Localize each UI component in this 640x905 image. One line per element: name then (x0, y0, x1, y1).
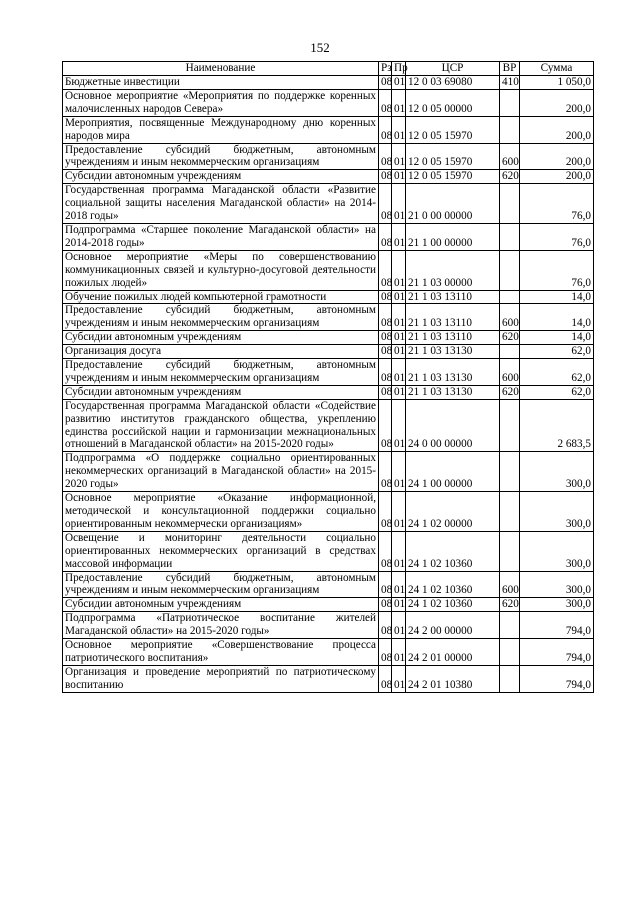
row-vr (500, 531, 520, 571)
row-vr: 600 (500, 571, 520, 598)
table-row (63, 385, 594, 399)
row-vr (500, 492, 520, 532)
row-pr: 01 (392, 452, 406, 492)
table-body (63, 76, 594, 693)
budget-table (62, 61, 594, 693)
header-row (63, 62, 594, 76)
table-row (63, 223, 594, 250)
row-pr: 01 (392, 223, 406, 250)
row-name: Освещение и мониторинг деятельности социально ориентированных некоммерческих организаций в средствах массовой информации (63, 531, 379, 571)
row-rz: 08 (379, 76, 392, 90)
table-row (63, 359, 594, 386)
row-csr: 21 1 00 00000 (406, 223, 500, 250)
row-rz: 08 (379, 399, 392, 452)
row-name: Мероприятия, посвященные Международному дню коренных народов мира (63, 116, 379, 143)
row-vr: 620 (500, 598, 520, 612)
row-vr (500, 184, 520, 224)
row-csr: 24 1 02 10360 (406, 598, 500, 612)
row-csr: 21 1 03 13110 (406, 290, 500, 304)
row-name: Основное мероприятие «Мероприятия по поддержке коренных малочисленных народов Севера» (63, 89, 379, 116)
row-rz: 08 (379, 331, 392, 345)
row-csr: 24 1 02 10360 (406, 531, 500, 571)
table-row (63, 345, 594, 359)
row-csr: 12 0 05 15970 (406, 143, 500, 170)
row-sum: 794,0 (520, 612, 594, 639)
row-csr: 12 0 03 69080 (406, 76, 500, 90)
table-row (63, 598, 594, 612)
row-sum: 14,0 (520, 304, 594, 331)
row-rz: 08 (379, 639, 392, 666)
row-sum: 62,0 (520, 385, 594, 399)
row-pr: 01 (392, 304, 406, 331)
row-vr (500, 639, 520, 666)
row-csr: 24 1 00 00000 (406, 452, 500, 492)
row-sum: 300,0 (520, 571, 594, 598)
row-name: Основное мероприятие «Оказание информационной, методической и консультационной поддержки социально ориентированным некоммерчески организациям» (63, 492, 379, 532)
row-sum: 300,0 (520, 452, 594, 492)
row-csr: 24 1 02 10360 (406, 571, 500, 598)
row-rz: 08 (379, 290, 392, 304)
row-csr: 21 1 03 13130 (406, 385, 500, 399)
row-rz: 08 (379, 492, 392, 532)
row-pr: 01 (392, 639, 406, 666)
row-csr: 21 1 03 13130 (406, 359, 500, 386)
row-pr: 01 (392, 345, 406, 359)
row-rz: 08 (379, 170, 392, 184)
row-vr: 620 (500, 170, 520, 184)
page-number: 152 (310, 40, 330, 55)
row-pr: 01 (392, 143, 406, 170)
table-row (63, 116, 594, 143)
row-pr: 01 (392, 665, 406, 692)
row-csr: 24 2 00 00000 (406, 612, 500, 639)
row-rz: 08 (379, 223, 392, 250)
table-row (63, 331, 594, 345)
row-rz: 08 (379, 385, 392, 399)
header-rz: Рз (379, 62, 392, 76)
row-rz: 08 (379, 665, 392, 692)
row-name: Государственная программа Магаданской области «Содействие развитию институтов гражданского общества, укреплению единства российской нации и гармонизации межнациональных отношений в Магаданской области» на 2015-2020 годы» (63, 399, 379, 452)
row-sum: 300,0 (520, 598, 594, 612)
row-vr: 620 (500, 385, 520, 399)
row-csr: 24 0 00 00000 (406, 399, 500, 452)
row-name: Субсидии автономным учреждениям (63, 385, 379, 399)
row-csr: 24 2 01 10380 (406, 665, 500, 692)
row-name: Основное мероприятие «Совершенствование процесса патриотического воспитания» (63, 639, 379, 666)
table-row (63, 184, 594, 224)
row-pr: 01 (392, 184, 406, 224)
row-pr: 01 (392, 492, 406, 532)
row-sum: 794,0 (520, 639, 594, 666)
row-pr: 01 (392, 290, 406, 304)
row-sum: 62,0 (520, 359, 594, 386)
row-sum: 200,0 (520, 89, 594, 116)
row-rz: 08 (379, 116, 392, 143)
row-pr: 01 (392, 170, 406, 184)
table-row (63, 76, 594, 90)
row-pr: 01 (392, 76, 406, 90)
row-rz: 08 (379, 359, 392, 386)
row-rz: 08 (379, 89, 392, 116)
table-row (63, 170, 594, 184)
row-sum: 76,0 (520, 223, 594, 250)
table-row (63, 665, 594, 692)
row-name: Субсидии автономным учреждениям (63, 598, 379, 612)
row-name: Субсидии автономным учреждениям (63, 170, 379, 184)
row-sum: 1 050,0 (520, 76, 594, 90)
row-sum: 200,0 (520, 143, 594, 170)
row-rz: 08 (379, 143, 392, 170)
row-vr (500, 452, 520, 492)
row-vr (500, 290, 520, 304)
row-name: Предоставление субсидий бюджетным, автономным учреждениям и иным некоммерческим организациям (63, 143, 379, 170)
row-vr (500, 223, 520, 250)
header-pr: Пр (392, 62, 406, 76)
row-name: Предоставление субсидий бюджетным, автономным учреждениям и иным некоммерческим организациям (63, 304, 379, 331)
row-vr: 600 (500, 359, 520, 386)
header-csr: ЦСР (406, 62, 500, 76)
row-sum: 14,0 (520, 331, 594, 345)
row-rz: 08 (379, 598, 392, 612)
row-sum: 794,0 (520, 665, 594, 692)
row-sum: 300,0 (520, 531, 594, 571)
row-sum: 200,0 (520, 116, 594, 143)
row-name: Обучение пожилых людей компьютерной грамотности (63, 290, 379, 304)
row-pr: 01 (392, 331, 406, 345)
table-row (63, 290, 594, 304)
row-pr: 01 (392, 531, 406, 571)
row-rz: 08 (379, 250, 392, 290)
row-pr: 01 (392, 612, 406, 639)
row-csr: 21 1 03 13110 (406, 331, 500, 345)
table-header (63, 62, 594, 76)
table-row (63, 612, 594, 639)
row-vr (500, 250, 520, 290)
row-csr: 21 1 03 00000 (406, 250, 500, 290)
row-sum: 76,0 (520, 250, 594, 290)
header-name: Наименование (63, 62, 379, 76)
row-vr: 600 (500, 143, 520, 170)
row-name: Организация и проведение мероприятий по патриотическому воспитанию (63, 665, 379, 692)
row-sum: 76,0 (520, 184, 594, 224)
row-vr (500, 665, 520, 692)
row-pr: 01 (392, 359, 406, 386)
header-sum: Сумма (520, 62, 594, 76)
row-csr: 24 1 02 00000 (406, 492, 500, 532)
row-pr: 01 (392, 598, 406, 612)
row-rz: 08 (379, 345, 392, 359)
table-row (63, 89, 594, 116)
row-vr (500, 116, 520, 143)
table-row (63, 250, 594, 290)
row-pr: 01 (392, 571, 406, 598)
table-row (63, 492, 594, 532)
row-sum: 62,0 (520, 345, 594, 359)
row-csr: 21 0 00 00000 (406, 184, 500, 224)
row-csr: 21 1 03 13130 (406, 345, 500, 359)
row-name: Предоставление субсидий бюджетным, автономным учреждениям и иным некоммерческим организациям (63, 359, 379, 386)
row-name: Субсидии автономным учреждениям (63, 331, 379, 345)
row-name: Предоставление субсидий бюджетным, автономным учреждениям и иным некоммерческим организациям (63, 571, 379, 598)
table-row (63, 399, 594, 452)
row-rz: 08 (379, 304, 392, 331)
row-pr: 01 (392, 250, 406, 290)
row-csr: 24 2 01 00000 (406, 639, 500, 666)
row-sum: 300,0 (520, 492, 594, 532)
table-row (63, 639, 594, 666)
row-rz: 08 (379, 184, 392, 224)
table-row (63, 143, 594, 170)
row-pr: 01 (392, 89, 406, 116)
row-csr: 12 0 05 00000 (406, 89, 500, 116)
row-csr: 12 0 05 15970 (406, 170, 500, 184)
row-rz: 08 (379, 612, 392, 639)
row-name: Подпрограмма «Старшее поколение Магаданской области» на 2014-2018 годы» (63, 223, 379, 250)
row-vr: 410 (500, 76, 520, 90)
row-pr: 01 (392, 385, 406, 399)
row-vr (500, 399, 520, 452)
header-vr: ВР (500, 62, 520, 76)
row-csr: 12 0 05 15970 (406, 116, 500, 143)
row-csr: 21 1 03 13110 (406, 304, 500, 331)
row-name: Государственная программа Магаданской области «Развитие социальной защиты населения Магаданской области» на 2014-2018 годы» (63, 184, 379, 224)
row-sum: 200,0 (520, 170, 594, 184)
row-name: Подпрограмма «Патриотическое воспитание жителей Магаданской области» на 2015-2020 годы» (63, 612, 379, 639)
row-name: Основное мероприятие «Меры по совершенствованию коммуникационных связей и культурно-досуговой деятельности пожилых людей» (63, 250, 379, 290)
row-name: Подпрограмма «О поддержке социально ориентированных некоммерческих организаций в Магаданской области» на 2015-2020 годы» (63, 452, 379, 492)
table-row (63, 571, 594, 598)
row-vr (500, 345, 520, 359)
table-row (63, 531, 594, 571)
table-row (63, 304, 594, 331)
row-name: Организация досуга (63, 345, 379, 359)
row-vr (500, 612, 520, 639)
row-sum: 14,0 (520, 290, 594, 304)
row-vr: 600 (500, 304, 520, 331)
row-vr: 620 (500, 331, 520, 345)
row-pr: 01 (392, 399, 406, 452)
row-rz: 08 (379, 452, 392, 492)
row-sum: 2 683,5 (520, 399, 594, 452)
row-vr (500, 89, 520, 116)
row-pr: 01 (392, 116, 406, 143)
row-name: Бюджетные инвестиции (63, 76, 379, 90)
row-rz: 08 (379, 531, 392, 571)
table-row (63, 452, 594, 492)
row-rz: 08 (379, 571, 392, 598)
